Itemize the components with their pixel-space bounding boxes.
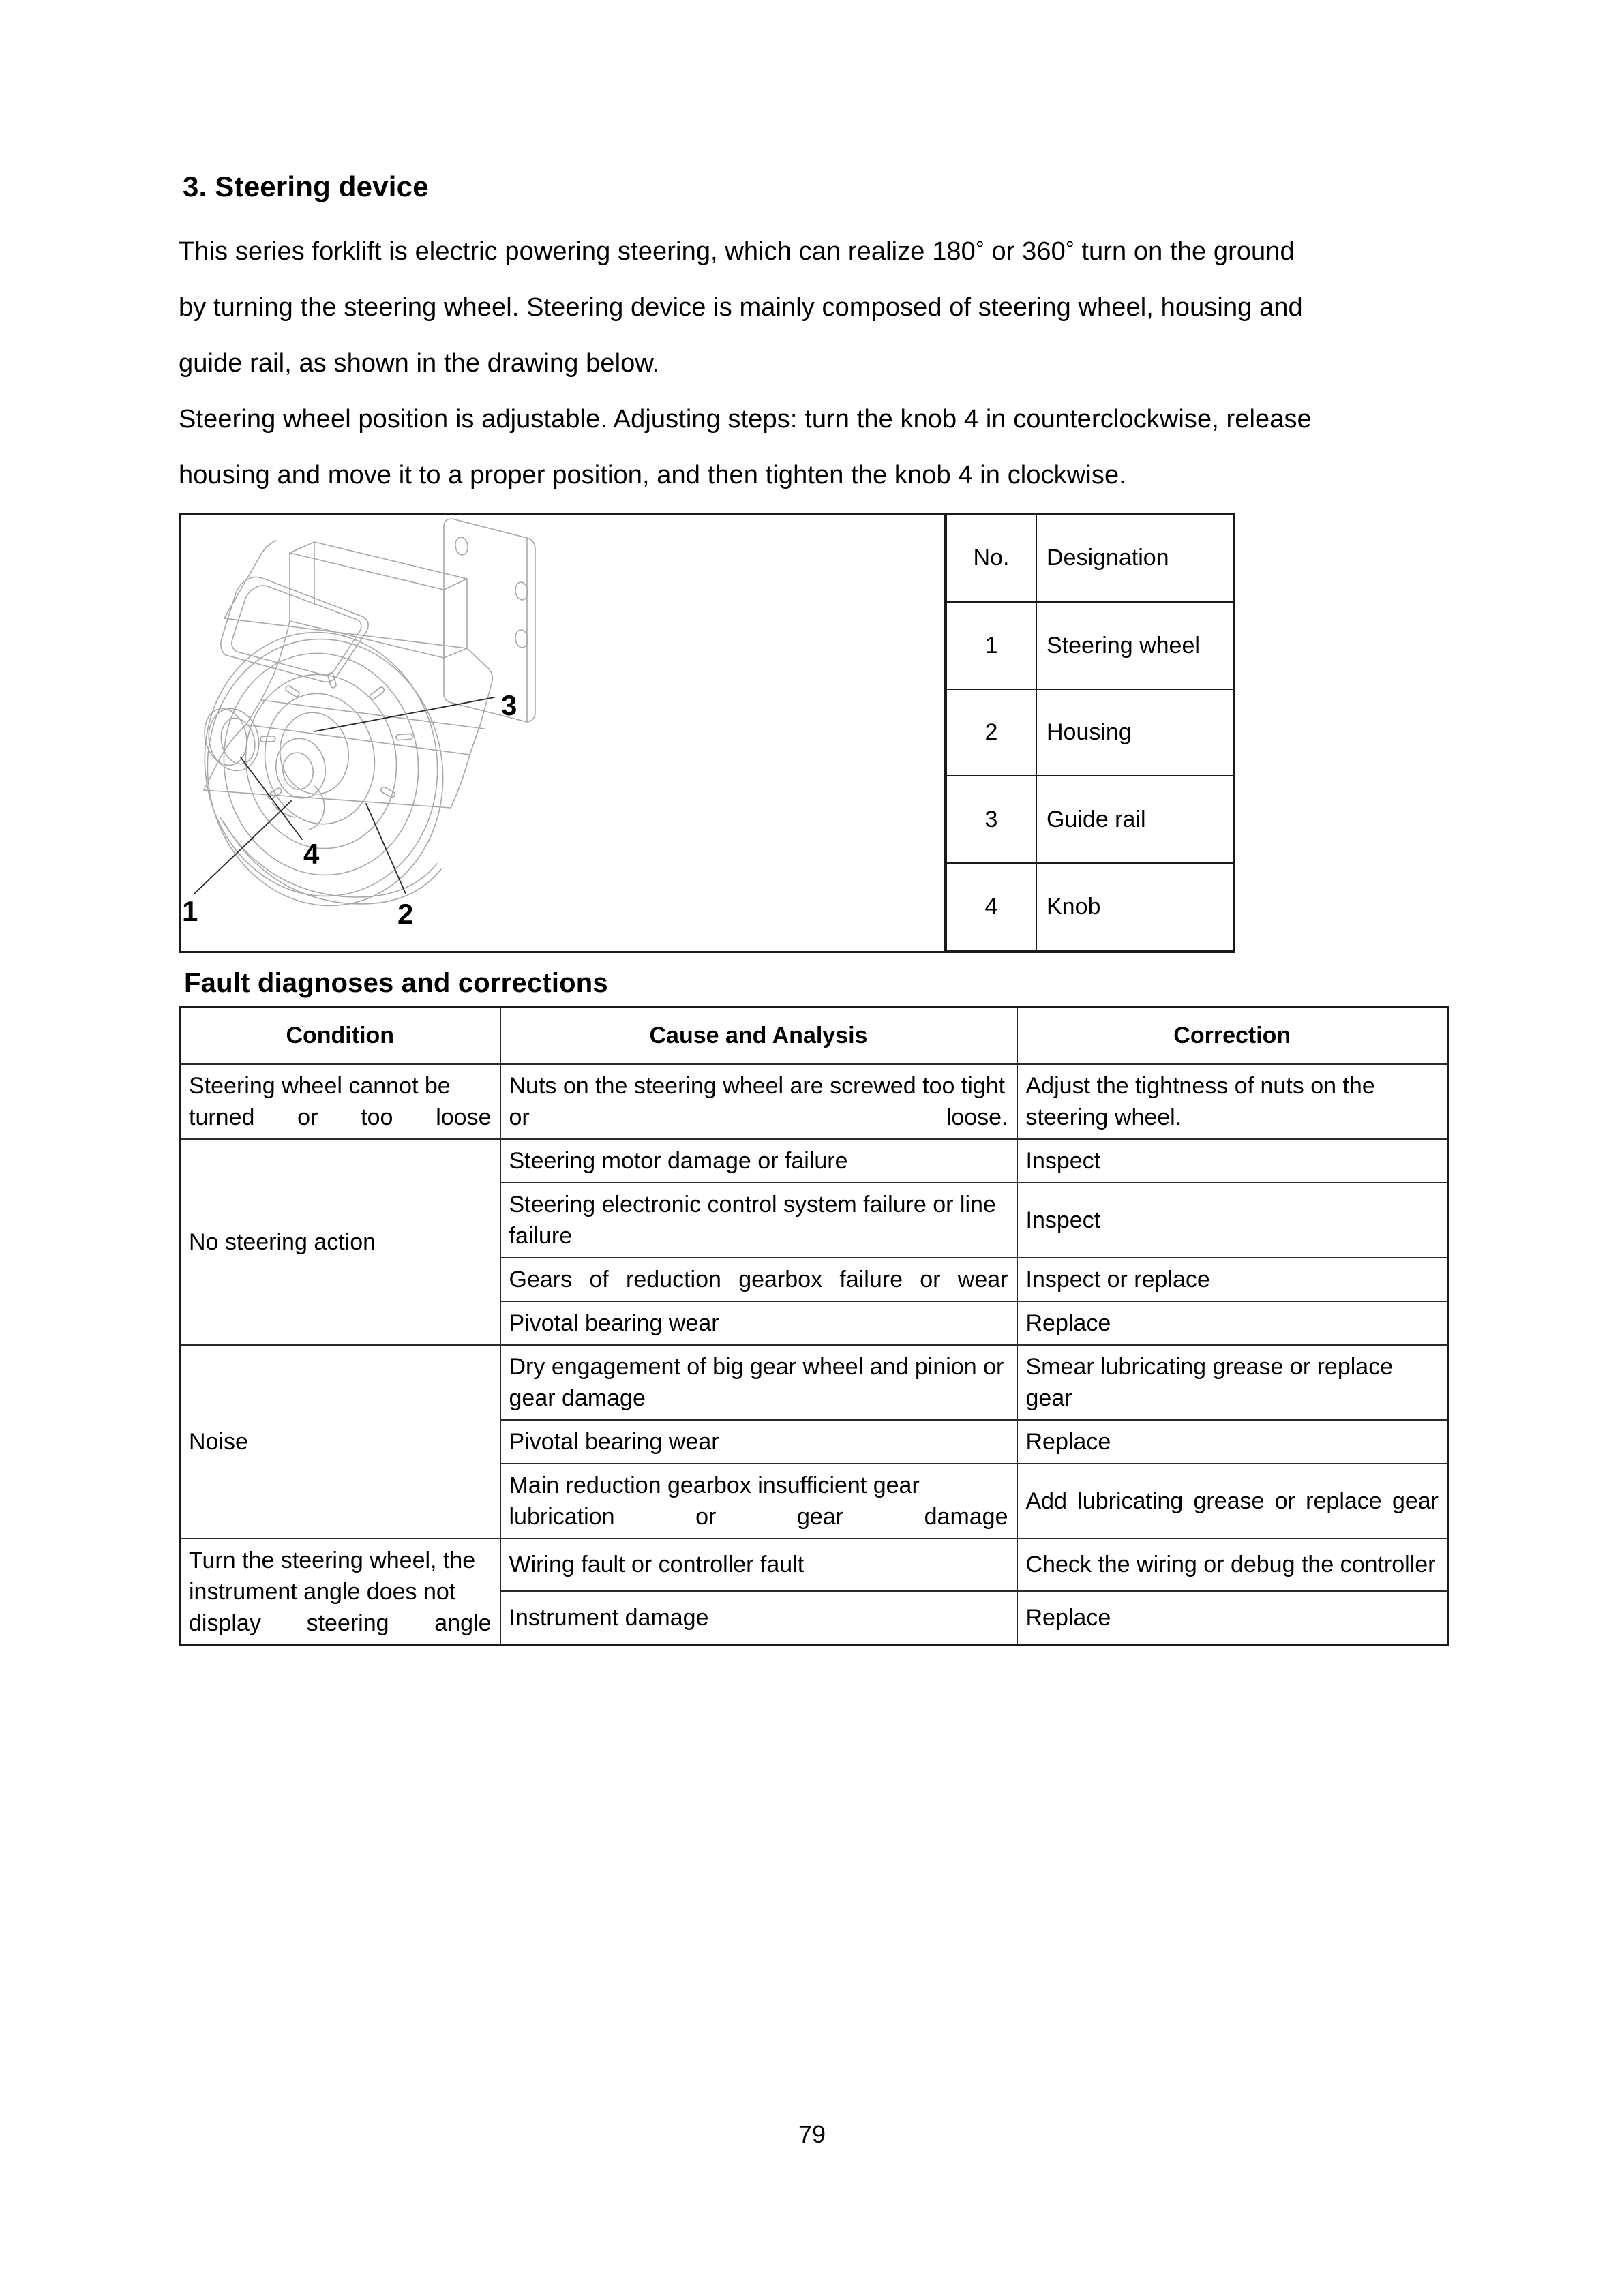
cause-cell-1-1: Nuts on the steering wheel are screwed too tight or loose. [500, 1064, 1017, 1139]
cause-cell-3-1: Dry engagement of big gear wheel and pinion or gear damage [500, 1345, 1017, 1420]
callout-label-1: 1 [182, 895, 198, 927]
column-header-correction: Correction [1017, 1007, 1448, 1064]
callout-label-3: 3 [501, 689, 517, 721]
cause-cell-2-1: Steering motor damage or failure [500, 1139, 1017, 1183]
parts-header-designation: Designation [1036, 515, 1233, 602]
parts-header-no: No. [946, 515, 1036, 602]
intro-line-1b: or 360 [984, 237, 1066, 266]
callout-label-4: 4 [303, 838, 320, 870]
part-no-4: 4 [946, 863, 1036, 950]
page-content [179, 170, 1447, 1646]
correction-cell-2-3: Inspect or replace [1017, 1258, 1448, 1301]
correction-cell-4-1: Check the wiring or debug the controller [1017, 1539, 1448, 1592]
adjust-line-1: Steering wheel position is adjustable. Adjusting steps: turn the knob 4 in counterclockwise, release [179, 405, 1312, 434]
correction-cell-3-1: Smear lubricating grease or replace gear [1017, 1345, 1448, 1420]
condition-cell-3: Noise [180, 1345, 500, 1539]
part-designation-1: Steering wheel [1036, 602, 1233, 689]
correction-cell-2-2: Inspect [1017, 1183, 1448, 1258]
correction-cell-2-4: Replace [1017, 1301, 1448, 1345]
guide-rail-tube [290, 542, 467, 658]
cause-cell-2-4: Pivotal bearing wear [500, 1301, 1017, 1345]
intro-line-1c: turn on the ground [1074, 237, 1295, 266]
table-row-header [180, 1007, 1448, 1064]
condition-cell-2: No steering action [180, 1139, 500, 1345]
table-row [180, 1539, 1448, 1592]
intro-paragraph [179, 221, 1447, 391]
correction-cell-1-1: Adjust the tightness of nuts on the steering wheel. [1017, 1064, 1448, 1139]
part-no-3: 3 [946, 776, 1036, 863]
adjust-line-2: housing and move it to a proper position, and then tighten the knob 4 in clockwise. [179, 461, 1126, 489]
part-designation-4: Knob [1036, 863, 1233, 950]
table-row [946, 776, 1233, 863]
cause-cell-3-3: Main reduction gearbox insufficient gear lubrication or gear damage [500, 1464, 1017, 1539]
intro-line-2: by turning the steering wheel. Steering device is mainly composed of steering wheel, housing and [179, 293, 1303, 322]
table-row [180, 1139, 1448, 1183]
condition-cell-4: Turn the steering wheel, the instrument angle does not display steering angle [180, 1539, 500, 1646]
intro-line-1a: This series forklift is electric powering steering, which can realize 180 [179, 237, 976, 266]
part-no-1: 1 [946, 602, 1036, 689]
table-row [180, 1345, 1448, 1420]
correction-cell-3-3: Add lubricating grease or replace gear [1017, 1464, 1448, 1539]
callout-leader-lines [194, 697, 494, 894]
table-row [946, 689, 1233, 776]
degree-symbol-180: ° [975, 237, 984, 261]
column-header-condition: Condition [180, 1007, 500, 1064]
cause-cell-2-3: Gears of reduction gearbox failure or wear [500, 1258, 1017, 1301]
correction-cell-2-1: Inspect [1017, 1139, 1448, 1183]
correction-cell-4-2: Replace [1017, 1591, 1448, 1645]
steering-device-figure [179, 513, 1235, 953]
table-row-header [946, 515, 1233, 602]
part-designation-3: Guide rail [1036, 776, 1233, 863]
part-designation-2: Housing [1036, 689, 1233, 776]
cause-cell-2-2: Steering electronic control system failure or line failure [500, 1183, 1017, 1258]
page-number: 79 [798, 2120, 826, 2148]
callout-label-2: 2 [397, 898, 414, 930]
column-header-cause: Cause and Analysis [500, 1007, 1017, 1064]
part-no-2: 2 [946, 689, 1036, 776]
intro-line-3: guide rail, as shown in the drawing below. [179, 349, 660, 378]
cause-cell-4-2: Instrument damage [500, 1591, 1017, 1645]
page-title: 3. Steering device [183, 170, 429, 202]
parts-legend-table [946, 515, 1233, 951]
table-row [946, 602, 1233, 689]
cause-cell-4-1: Wiring fault or controller fault [500, 1539, 1017, 1592]
adjustment-paragraph [179, 391, 1447, 503]
correction-cell-3-2: Replace [1017, 1420, 1448, 1464]
condition-cell-1: Steering wheel cannot be turned or too loose [180, 1064, 500, 1139]
steering-device-drawing [181, 515, 946, 951]
table-row [946, 863, 1233, 950]
degree-symbol-360: ° [1065, 237, 1074, 261]
table-row [180, 1064, 1448, 1139]
fault-table-title: Fault diagnoses and corrections [184, 968, 608, 998]
cause-cell-3-2: Pivotal bearing wear [500, 1420, 1017, 1464]
fault-diagnoses-table [179, 1006, 1449, 1646]
